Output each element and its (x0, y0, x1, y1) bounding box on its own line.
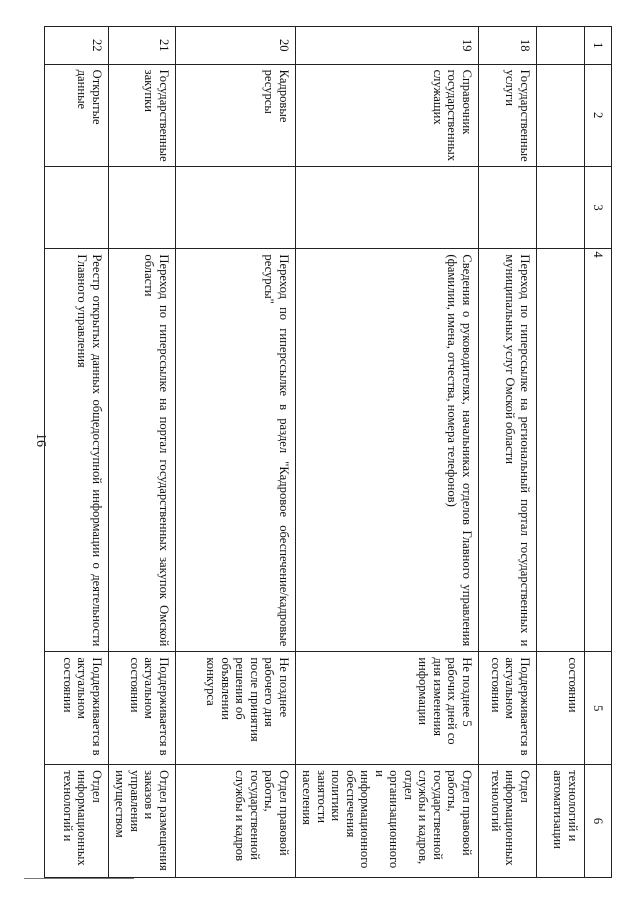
page-number: 16 (33, 433, 48, 447)
continuation-schedule: состоянии (537, 652, 585, 765)
row-schedule: Не позднее рабочего дня после принятия решения об объявлении конкурса (176, 652, 296, 765)
table-header-row (585, 27, 612, 878)
row-content: Переход по гиперссылке в раздел "Кадровое обеспечение/кадровые ресурсы" (176, 249, 296, 652)
row-content: Переход по гиперссылке на портал государственных закупок Омской области (109, 249, 176, 652)
table-row (109, 27, 176, 878)
row-col3 (109, 166, 176, 249)
header-col-4: 4 (585, 249, 612, 652)
row-responsible: Отдел правовой работы, государственной службы и кадров (176, 765, 296, 878)
header-col-2: 2 (585, 64, 612, 166)
row-number: 22 (45, 27, 109, 65)
row-number: 19 (296, 27, 479, 65)
row-responsible: Отдел информационных технологий (479, 765, 537, 878)
row-col3 (45, 166, 109, 249)
row-responsible: Отдел размещения заказов и управления имуществом (109, 765, 176, 878)
row-col3 (479, 166, 537, 249)
table-row (45, 27, 109, 878)
row-section-name: Государственные услуги (479, 64, 537, 166)
header-col-1: 1 (585, 27, 612, 65)
table-row (479, 27, 537, 878)
row-content: Переход по гиперссылке на региональный портал государственных и муниципальных услуг Омской области (479, 249, 537, 652)
table-row (176, 27, 296, 878)
row-col3 (176, 166, 296, 249)
row-col3 (296, 166, 479, 249)
row-responsible: Отдел информационных технологий и (45, 765, 109, 878)
rotated-table (61, 26, 612, 878)
header-col-6: 6 (585, 765, 612, 878)
row-content: Сведения о руководителях, начальниках отделов Главного управления (фамилии, имена, отчества, номера телефонов) (296, 249, 479, 652)
row-number: 20 (176, 27, 296, 65)
row-schedule: Поддерживается в актуальном состоянии (45, 652, 109, 765)
footer-rule (24, 878, 134, 879)
continuation-responsible: технологий и автоматизации (537, 765, 585, 878)
row-content: Реестр открытых данных общедоступной информации о деятельности Главного управления (45, 249, 109, 652)
table-row (296, 27, 479, 878)
table-row-continuation (537, 27, 585, 878)
row-section-name: Государственные закупки (109, 64, 176, 166)
document-table (44, 26, 612, 878)
row-section-name: Кадровые ресурсы (176, 64, 296, 166)
row-schedule: Не позднее 5 рабочих дней со дня изменения информации (296, 652, 479, 765)
header-col-5: 5 (585, 652, 612, 765)
row-responsible: Отдел правовой работы, государственной службы и кадров, отдел организационного и информационного обеспечения политики занятости населения (296, 765, 479, 878)
row-section-name: Открытые данные (45, 64, 109, 166)
header-col-3: 3 (585, 166, 612, 249)
row-schedule: Поддерживается в актуальном состоянии (479, 652, 537, 765)
rotated-table-container (61, 26, 612, 878)
row-section-name: Справочник государственных служащих (296, 64, 479, 166)
row-schedule: Поддерживается в актуальном состоянии (109, 652, 176, 765)
row-number: 21 (109, 27, 176, 65)
row-number: 18 (479, 27, 537, 65)
